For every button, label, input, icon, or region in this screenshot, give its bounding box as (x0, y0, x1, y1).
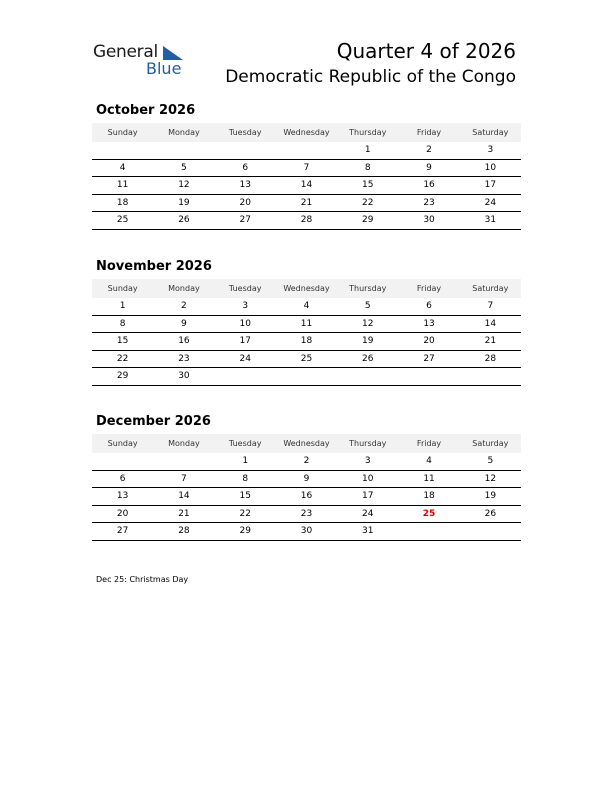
week-row (92, 195, 521, 213)
day-cell: 28 (300, 215, 313, 226)
logo-triangle-icon (163, 46, 183, 60)
day-cell: 2 (303, 456, 310, 467)
weekday-header-row (92, 279, 521, 298)
day-cell: 9 (426, 162, 432, 173)
day-cell: 16 (178, 336, 190, 347)
week-row (92, 333, 521, 351)
weekday-label: Tuesday (228, 439, 262, 448)
day-cell: 15 (116, 336, 129, 347)
week-row (92, 488, 521, 506)
month-title: October 2026 (96, 103, 196, 118)
weekday-label: Friday (416, 284, 442, 293)
day-cell: 5 (487, 456, 494, 467)
day-cell: 12 (178, 180, 190, 191)
day-cell: 13 (116, 491, 129, 502)
day-cell: 30 (423, 215, 435, 226)
weekday-label: Monday (168, 128, 200, 137)
day-cell: 6 (119, 473, 126, 484)
weekday-label: Thursday (349, 284, 387, 293)
day-cell: 14 (484, 318, 497, 329)
day-cell: 30 (178, 371, 190, 382)
weekday-label: Sunday (107, 284, 138, 293)
day-cell: 23 (423, 197, 435, 208)
weekday-header-row (92, 123, 521, 142)
day-cell: 18 (300, 336, 313, 347)
day-cell: 14 (178, 491, 190, 502)
page-subtitle: Democratic Republic of the Congo (225, 67, 516, 87)
weekday-label: Wednesday (283, 439, 330, 448)
day-cell: 24 (239, 353, 251, 364)
day-cell: 12 (362, 318, 374, 329)
day-cell: 22 (239, 508, 251, 519)
weekday-label: Saturday (472, 439, 509, 448)
day-cell: 31 (362, 526, 374, 537)
day-cell: 17 (239, 336, 251, 347)
day-cell: 22 (116, 353, 129, 364)
day-cell: 25 (116, 215, 129, 226)
day-cell: 18 (423, 491, 435, 502)
day-cell: 16 (300, 491, 313, 502)
day-cell: 29 (116, 371, 129, 382)
day-cell: 27 (116, 526, 129, 537)
day-cell: 13 (423, 318, 435, 329)
day-cell: 8 (119, 318, 126, 329)
weekday-label: Monday (168, 439, 200, 448)
day-cell: 10 (362, 473, 374, 484)
day-cell: 30 (300, 526, 313, 537)
week-row (92, 142, 521, 160)
holiday-day-cell: 25 (422, 508, 436, 519)
day-cell: 15 (239, 491, 251, 502)
day-cell: 7 (487, 301, 494, 312)
day-cell: 2 (181, 301, 187, 312)
week-row (92, 298, 521, 316)
day-cell: 21 (178, 508, 190, 519)
day-cell: 5 (181, 162, 187, 173)
day-cell: 17 (484, 180, 497, 191)
day-cell: 10 (484, 162, 497, 173)
day-cell: 4 (426, 456, 432, 467)
day-cell: 27 (423, 353, 435, 364)
weekday-label: Tuesday (228, 128, 262, 137)
day-cell: 9 (303, 473, 310, 484)
holiday-note: Dec 25: Christmas Day (96, 575, 189, 584)
day-cell: 24 (484, 197, 497, 208)
day-cell: 15 (362, 180, 374, 191)
weekday-label: Monday (168, 284, 200, 293)
day-cell: 25 (300, 353, 313, 364)
weekday-label: Sunday (107, 128, 138, 137)
day-cell: 8 (364, 162, 371, 173)
day-cell: 1 (364, 145, 371, 156)
day-cell: 22 (362, 197, 374, 208)
weekday-label: Saturday (472, 128, 509, 137)
day-cell: 11 (116, 180, 129, 191)
weekday-label: Tuesday (228, 284, 262, 293)
day-cell: 31 (484, 215, 497, 226)
day-cell: 4 (303, 301, 310, 312)
weekday-header-row (92, 434, 521, 453)
day-cell: 20 (239, 197, 251, 208)
weekday-label: Saturday (472, 284, 509, 293)
day-cell: 7 (303, 162, 310, 173)
week-row (92, 506, 521, 524)
weekday-label: Sunday (107, 439, 138, 448)
day-cell: 20 (423, 336, 435, 347)
holiday-notes (96, 575, 188, 584)
day-cell: 6 (242, 162, 249, 173)
day-cell: 29 (239, 526, 251, 537)
day-cell: 3 (487, 145, 494, 156)
week-row (92, 453, 521, 471)
day-cell: 20 (116, 508, 129, 519)
day-cell: 1 (242, 456, 249, 467)
day-cell: 7 (181, 473, 187, 484)
day-cell: 23 (300, 508, 313, 519)
day-cell: 26 (484, 508, 497, 519)
day-cell: 3 (242, 301, 249, 312)
day-cell: 29 (362, 215, 374, 226)
logo-general-text: General (93, 42, 158, 62)
day-cell: 11 (423, 473, 435, 484)
day-cell: 21 (484, 336, 497, 347)
day-cell: 21 (300, 197, 313, 208)
day-cell: 4 (119, 162, 126, 173)
month-calendar (92, 103, 521, 230)
day-cell: 23 (178, 353, 190, 364)
day-cell: 28 (178, 526, 190, 537)
weekday-label: Friday (416, 439, 442, 448)
week-row (92, 160, 521, 178)
day-cell: 19 (484, 491, 497, 502)
week-row (92, 351, 521, 369)
month-title: December 2026 (96, 414, 211, 429)
day-cell: 8 (242, 473, 249, 484)
logo-blue-text: Blue (146, 59, 182, 78)
day-cell: 16 (423, 180, 435, 191)
week-row (92, 368, 521, 386)
day-cell: 13 (239, 180, 251, 191)
month-title: November 2026 (96, 259, 212, 274)
week-row (92, 471, 521, 489)
day-cell: 28 (484, 353, 497, 364)
weekday-label: Wednesday (283, 128, 330, 137)
day-cell: 24 (362, 508, 374, 519)
day-cell: 6 (426, 301, 432, 312)
weekday-label: Friday (416, 128, 442, 137)
month-calendar (92, 414, 521, 541)
week-row (92, 212, 521, 230)
week-row (92, 316, 521, 334)
weekday-label: Thursday (349, 128, 387, 137)
day-cell: 19 (362, 336, 374, 347)
day-cell: 19 (178, 197, 190, 208)
day-cell: 26 (362, 353, 374, 364)
day-cell: 14 (300, 180, 313, 191)
page-title: Quarter 4 of 2026 (336, 39, 516, 63)
day-cell: 26 (178, 215, 190, 226)
day-cell: 10 (239, 318, 251, 329)
month-calendar (92, 259, 521, 386)
day-cell: 5 (364, 301, 371, 312)
week-row (92, 177, 521, 195)
day-cell: 3 (364, 456, 371, 467)
weekday-label: Thursday (349, 439, 387, 448)
day-cell: 18 (116, 197, 129, 208)
day-cell: 2 (426, 145, 432, 156)
day-cell: 12 (484, 473, 497, 484)
week-row (92, 523, 521, 541)
day-cell: 1 (119, 301, 126, 312)
logo (93, 40, 193, 80)
weekday-label: Wednesday (283, 284, 330, 293)
day-cell: 27 (239, 215, 251, 226)
day-cell: 17 (362, 491, 374, 502)
day-cell: 11 (300, 318, 313, 329)
day-cell: 9 (181, 318, 187, 329)
